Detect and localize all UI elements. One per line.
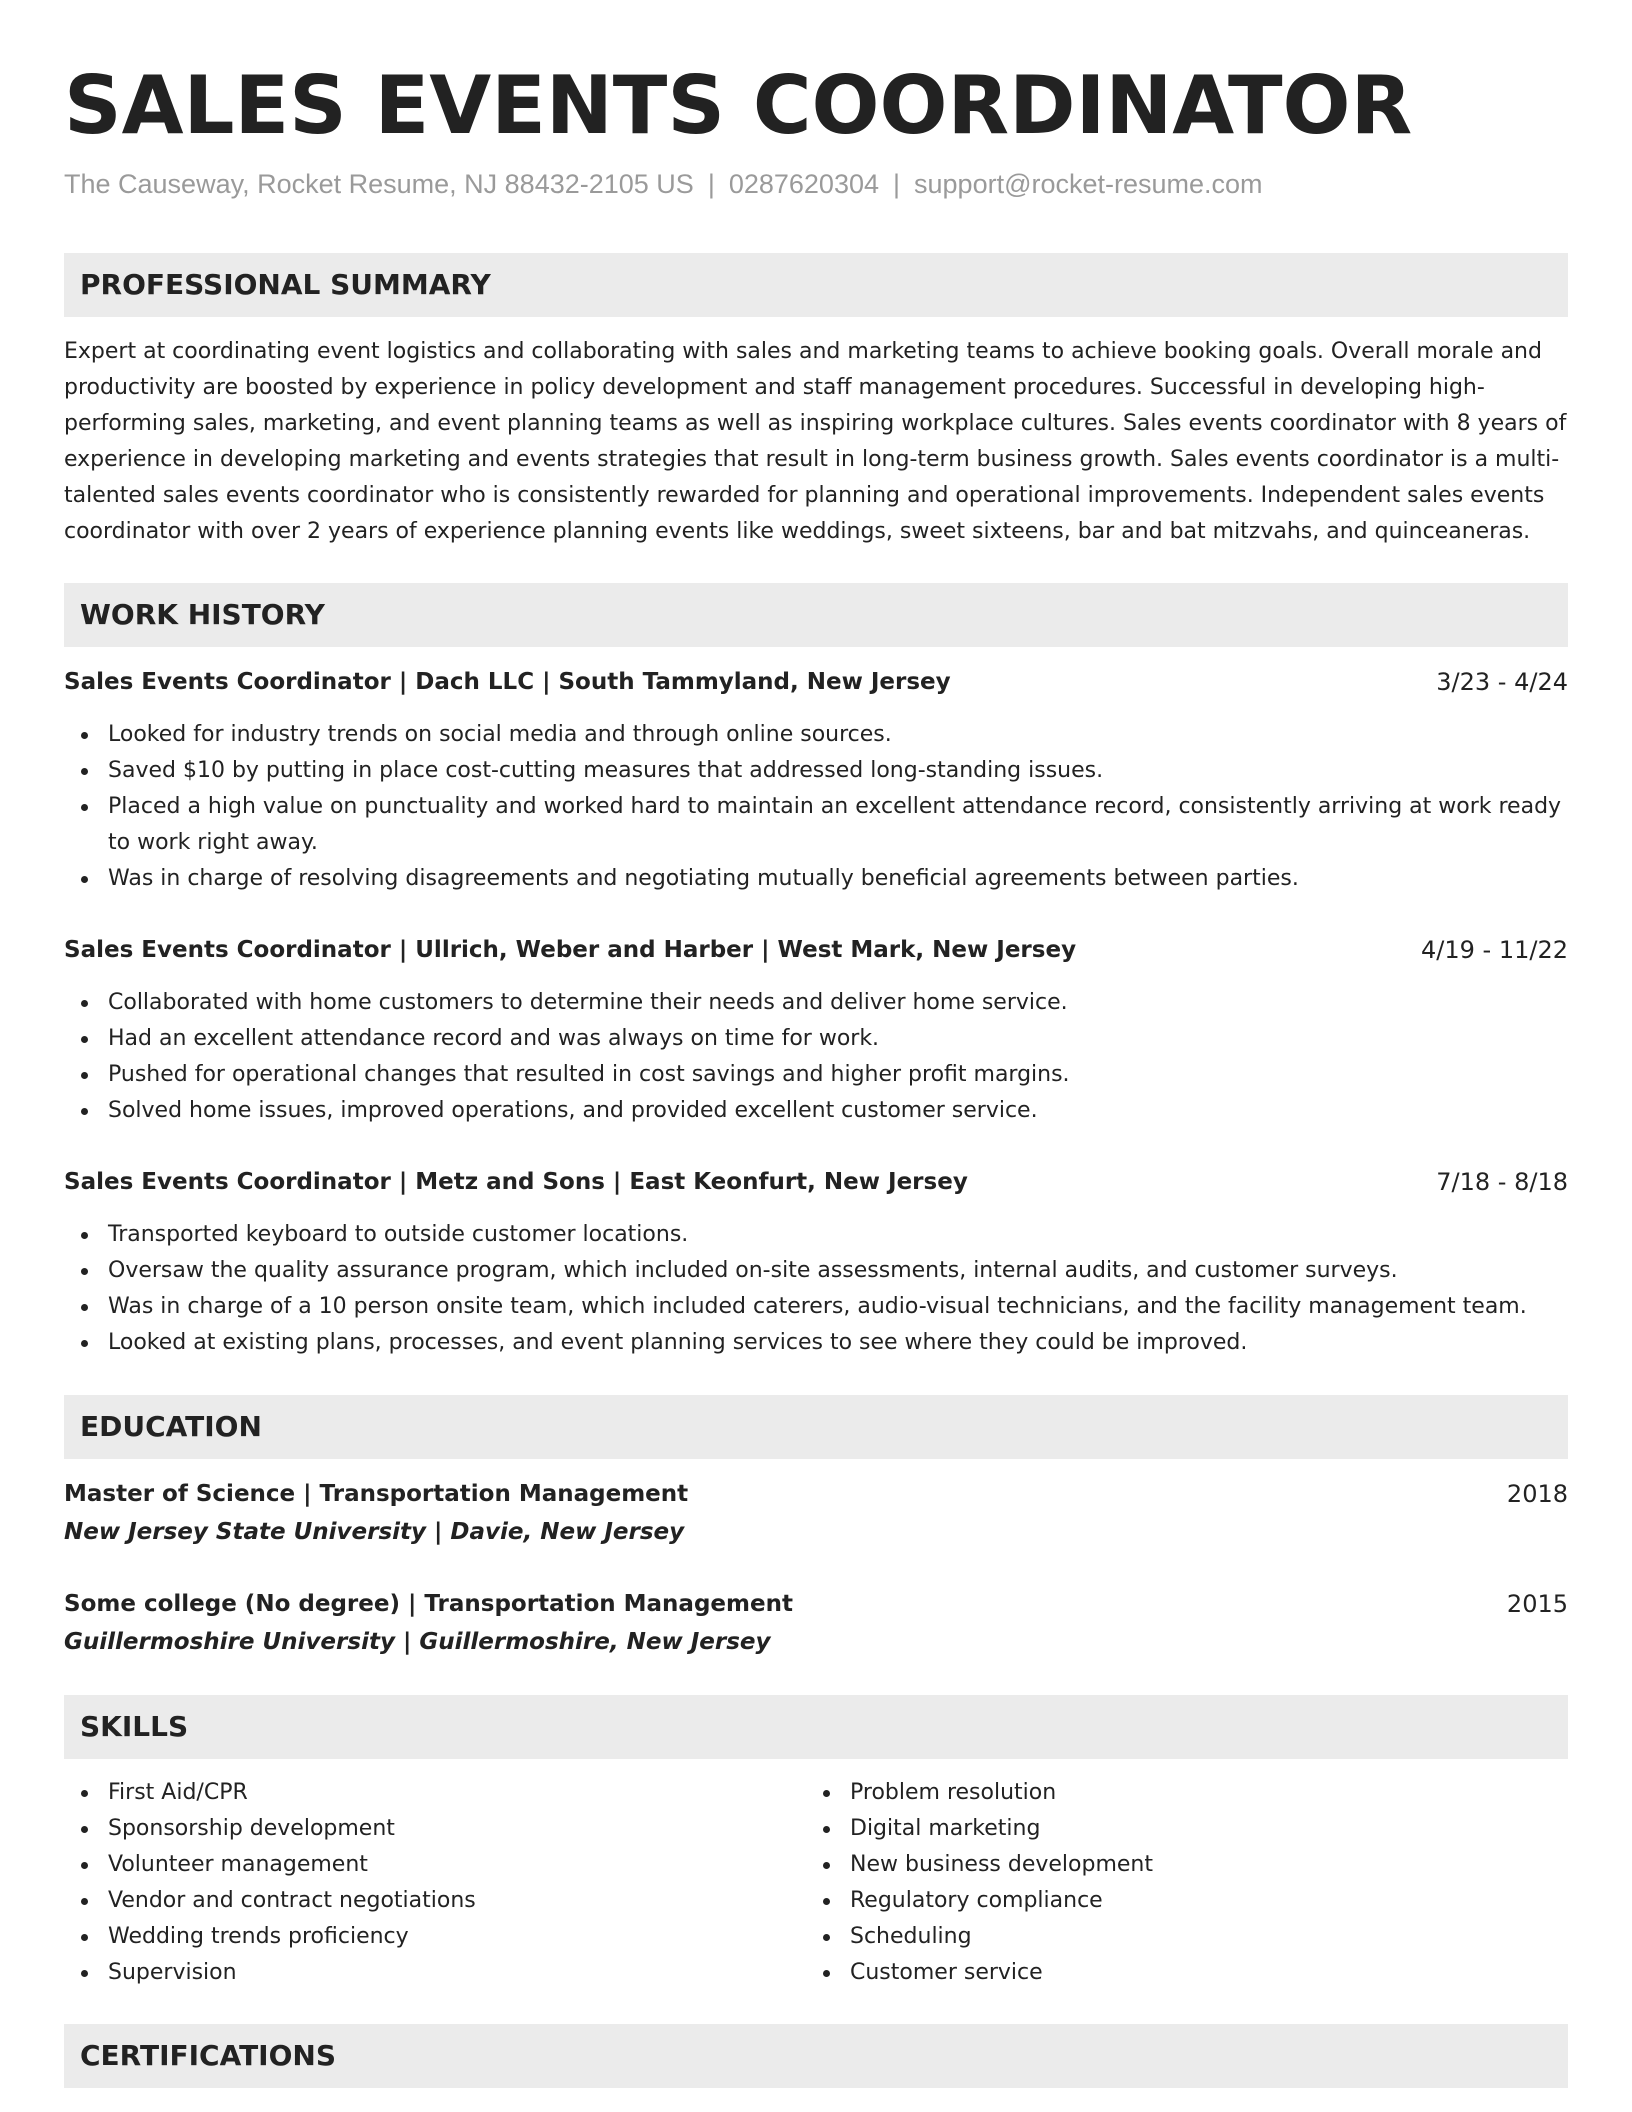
job-dates: 7/18 - 8/18 [1436,1168,1568,1196]
job-title: Sales Events Coordinator | Ullrich, Weber and Harber | West Mark, New Jersey [64,937,1077,963]
skill-item: Scheduling [806,1919,1632,1955]
section-heading-certifications: CERTIFICATIONS [64,2024,1568,2088]
list-item: Looked for industry trends on social media and through online sources. [64,717,1568,753]
graduation-year: 2015 [1506,1590,1568,1618]
list-item: Solved home issues, improved operations, and provided excellent customer service. [64,1093,1568,1129]
list-item: Pushed for operational changes that resulted in cost savings and higher profit margins. [64,1057,1568,1093]
skill-item: Vendor and contract negotiations [64,1883,1568,1919]
section-heading-summary: PROFESSIONAL SUMMARY [64,253,1568,317]
job-title: Sales Events Coordinator | Metz and Sons | East Keonfurt, New Jersey [64,1169,968,1195]
job-header [64,1164,1568,1200]
summary-text: Expert at coordinating event logistics and collaborating with sales and marketing teams to achieve booking goals. Overall morale and productivity are boosted by experience in policy development and staff management procedures. Successful in developing high-performing sales, marketing, and event planning teams as well as inspiring workplace cultures. Sales events coordinator with 8 years of experience in developing marketing and events strategies that result in long-term business growth. Sales events coordinator is a multi-talented sales events coordinator who is consistently rewarded for planning and operational improvements. Independent sales events coordinator with over 2 years of experience planning events like weddings, sweet sixteens, bar and bat mitzvahs, and quinceaneras. [64,339,1567,544]
list-item: Placed a high value on punctuality and worked hard to maintain an excellent attendance record, consistently arriving at work ready to work right away. [64,789,1568,861]
section-heading-work-history: WORK HISTORY [64,583,1568,647]
degree: Some college (No degree) | Transportation Management [64,1591,793,1617]
skill-item: First Aid/CPR [64,1775,1568,1811]
job-header [64,932,1568,968]
candidate-name: SALES EVENTS COORDINATOR [64,59,1413,152]
job-bullets [64,985,1568,1129]
list-item: Collaborated with home customers to determine their needs and deliver home service. [64,985,1568,1021]
address: The Causeway, Rocket Resume, NJ 88432-2105 US [64,169,694,199]
skills-list-right [806,1775,1632,1991]
skill-item: Regulatory compliance [806,1883,1632,1919]
job-dates: 4/19 - 11/22 [1421,936,1568,964]
contact-line [64,166,1263,202]
contact-separator: | [707,169,715,199]
skill-item: Digital marketing [806,1811,1632,1847]
skill-item: Problem resolution [806,1775,1632,1811]
skill-item: Wedding trends proficiency [64,1919,1568,1955]
list-item: Transported keyboard to outside customer locations. [64,1217,1568,1253]
phone: 0287620304 [728,169,879,199]
list-item: Had an excellent attendance record and was always on time for work. [64,1021,1568,1057]
job-title: Sales Events Coordinator | Dach LLC | South Tammyland, New Jersey [64,669,951,695]
job-header [64,664,1568,700]
education-header [64,1476,1568,1512]
job-bullets [64,717,1568,897]
job-dates: 3/23 - 4/24 [1436,668,1568,696]
skill-item: New business development [806,1847,1632,1883]
skill-item: Customer service [806,1955,1632,1991]
school: New Jersey State University | Davie, New Jersey [64,1519,685,1545]
contact-separator: | [893,169,901,199]
skill-item: Supervision [64,1955,1568,1991]
graduation-year: 2018 [1506,1480,1568,1508]
skill-item: Sponsorship development [64,1811,1568,1847]
job-bullets [64,1217,1568,1361]
list-item: Oversaw the quality assurance program, which included on-site assessments, internal audits, and customer surveys. [64,1253,1568,1289]
section-heading-skills: SKILLS [64,1695,1568,1759]
education-header [64,1586,1568,1622]
list-item: Looked at existing plans, processes, and event planning services to see where they could be improved. [64,1325,1568,1361]
list-item: Was in charge of resolving disagreements and negotiating mutually beneficial agreements between parties. [64,861,1568,897]
school: Guillermoshire University | Guillermoshire, New Jersey [64,1629,771,1655]
list-item: Saved $10 by putting in place cost-cutting measures that addressed long-standing issues. [64,753,1568,789]
skill-item: Volunteer management [64,1847,1568,1883]
degree: Master of Science | Transportation Management [64,1481,689,1507]
section-heading-education: EDUCATION [64,1395,1568,1459]
email: support@rocket-resume.com [914,169,1263,199]
list-item: Was in charge of a 10 person onsite team, which included caterers, audio-visual technicians, and the facility management team. [64,1289,1568,1325]
